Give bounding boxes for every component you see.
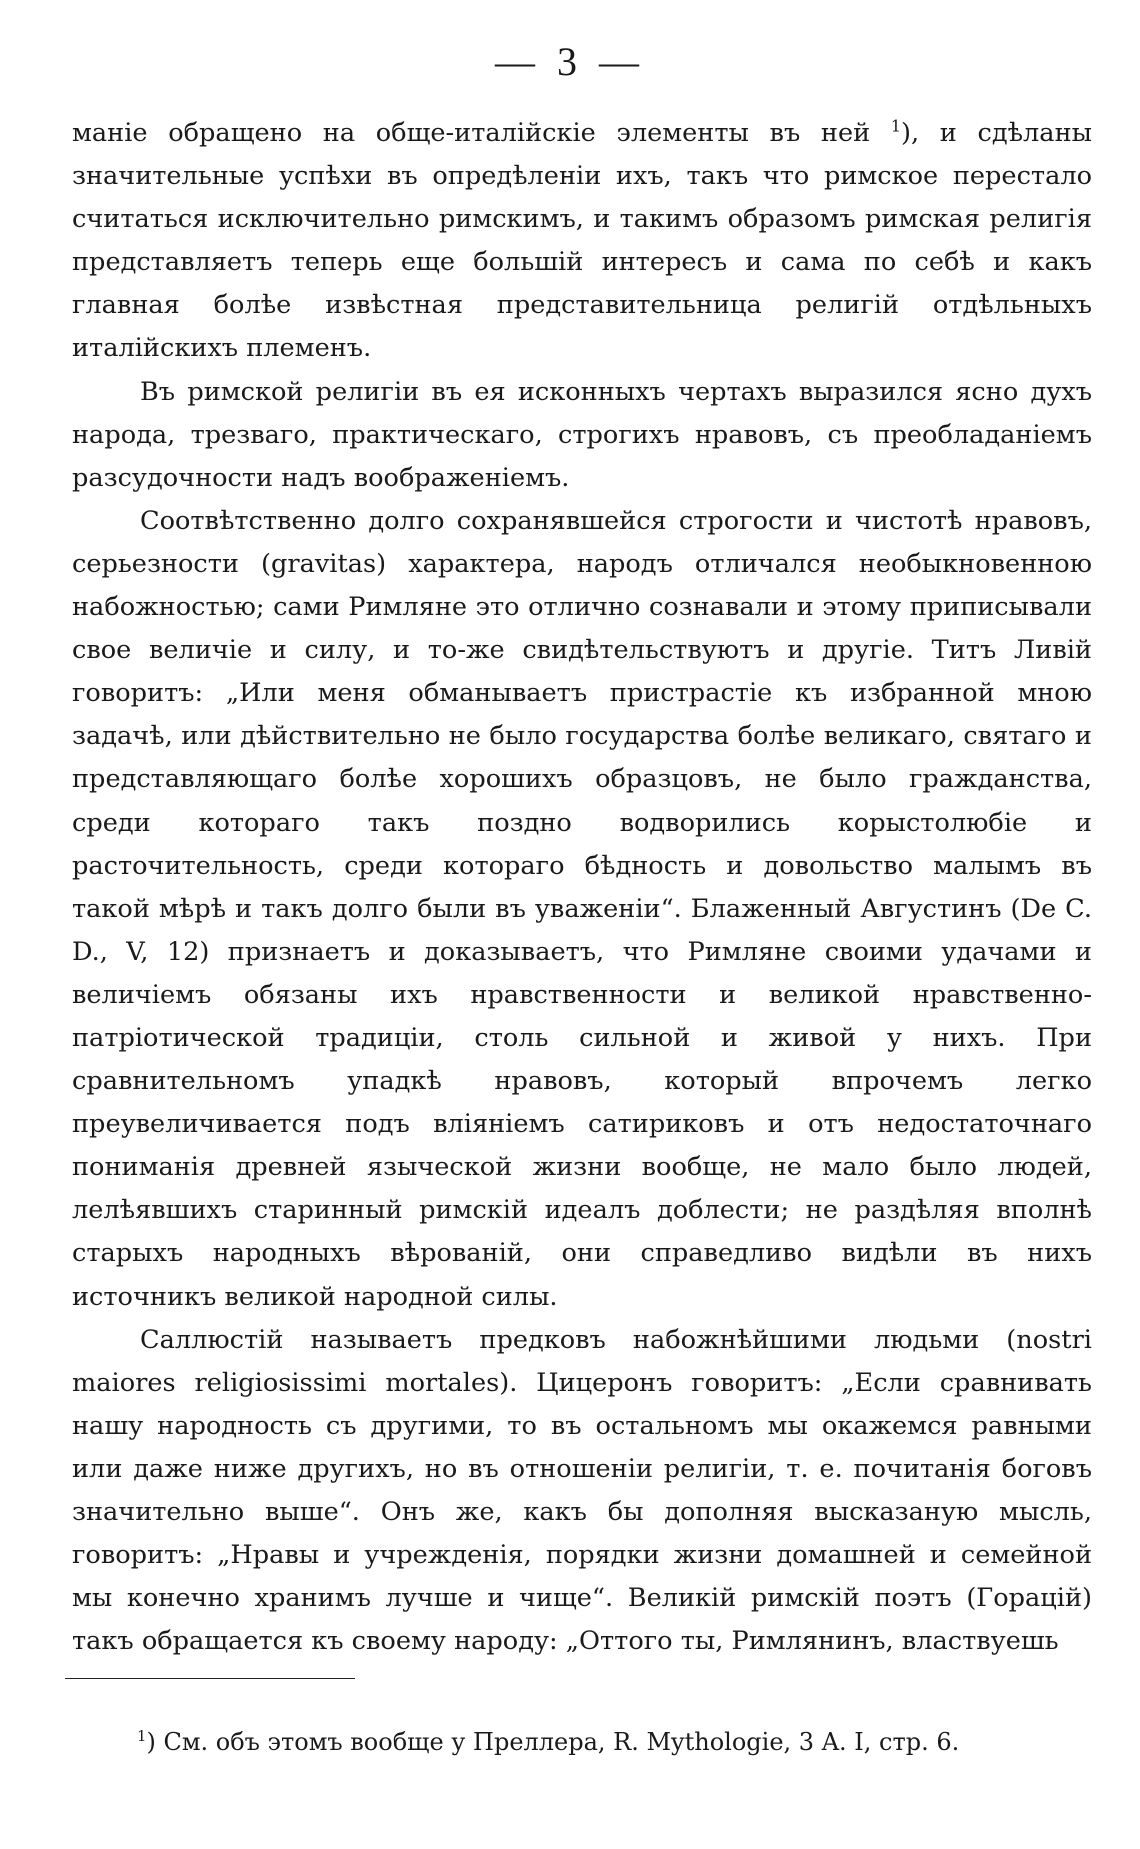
footnote-mark: 1 xyxy=(137,1727,147,1745)
footnote-text: ) См. объ этомъ вообще у Преллера, R. Mythologie, 3 A. I, стр. 6. xyxy=(146,1728,960,1756)
paragraph-1-text-start: маніе обращено на обще-италійскіе элементы въ ней xyxy=(72,118,891,148)
paragraph-4: Саллюстій называетъ предковъ набожнѣйшими людьми (nostri maiores religiosissimi mortales). Цицеронъ говоритъ: „Если сравнивать нашу народность съ другими, то въ остальномъ мы окажемся равными или даже ниже другихъ, но въ отношеніи религіи, т. е. почитанія боговъ значительно выше“. Онъ же, какъ бы дополняя высказаную мысль, говоритъ: „Нравы и учрежденія, порядки жизни домашней и семейной мы конечно хранимъ лучше и чище“. Великій римскій поэтъ (Горацій) такъ обращается къ своему народу: „Оттого ты, Римлянинъ, властвуешь xyxy=(72,1324,1092,1657)
footnote xyxy=(137,1726,1097,1758)
paragraph-1 xyxy=(72,112,1092,371)
footnote-divider xyxy=(65,1678,355,1679)
body-text xyxy=(72,112,1092,1663)
footnote-reference: 1 xyxy=(890,116,901,136)
paragraph-1-text-end: ), и сдѣланы значительные успѣхи въ опредѣленіи ихъ, такъ что римское перестало считаться исключительно римскимъ, и такимъ образомъ римская религія представляетъ теперь еще большій интересъ и сама по себѣ и какъ главная болѣе извѣстная представительница религій отдѣльныхъ италійскихъ племенъ. xyxy=(72,118,1092,364)
page-number: — 3 — xyxy=(495,39,645,84)
paragraph-2: Въ римской религіи въ ея исконныхъ чертахъ выразился ясно духъ народа, трезваго, практическаго, строгихъ нравовъ, съ преобладаніемъ разсудочности надъ воображеніемъ. xyxy=(72,376,1092,493)
paragraph-3: Соотвѣтственно долго сохранявшейся строгости и чистотѣ нравовъ, серьезности (gravitas) характера, народъ отличался необыкновенною набожностью; сами Римляне это отлично сознавали и этому приписывали свое величіе и силу, и то-же свидѣтельствуютъ и другіе. Титъ Ливій говоритъ: „Или меня обманываетъ пристрастіе къ избранной мною задачѣ, или дѣйствительно не было государства болѣе великаго, святаго и представляющаго болѣе хорошихъ образцовъ, не было гражданства, среди котораго такъ поздно водворились корыстолюбіе и расточительность, среди котораго бѣдность и довольство малымъ въ такой мѣрѣ и такъ долго были въ уваженіи“. Блаженный Августинъ (De C. D., V, 12) признаетъ и доказываетъ, что Римляне своими удачами и величіемъ обязаны ихъ нравственности и великой нравственно-патріотической традиціи, столь сильной и живой у нихъ. При сравнительномъ упадкѣ нравовъ, который впрочемъ легко преувеличивается подъ вліяніемъ сатириковъ и отъ недостаточнаго пониманія древней языческой жизни вообще, не мало было людей, лелѣявшихъ старинный римскій идеалъ доблести; не раздѣляя вполнѣ старыхъ народныхъ вѣрованій, они справедливо видѣли въ нихъ источникъ великой народной силы. xyxy=(72,505,1092,1312)
